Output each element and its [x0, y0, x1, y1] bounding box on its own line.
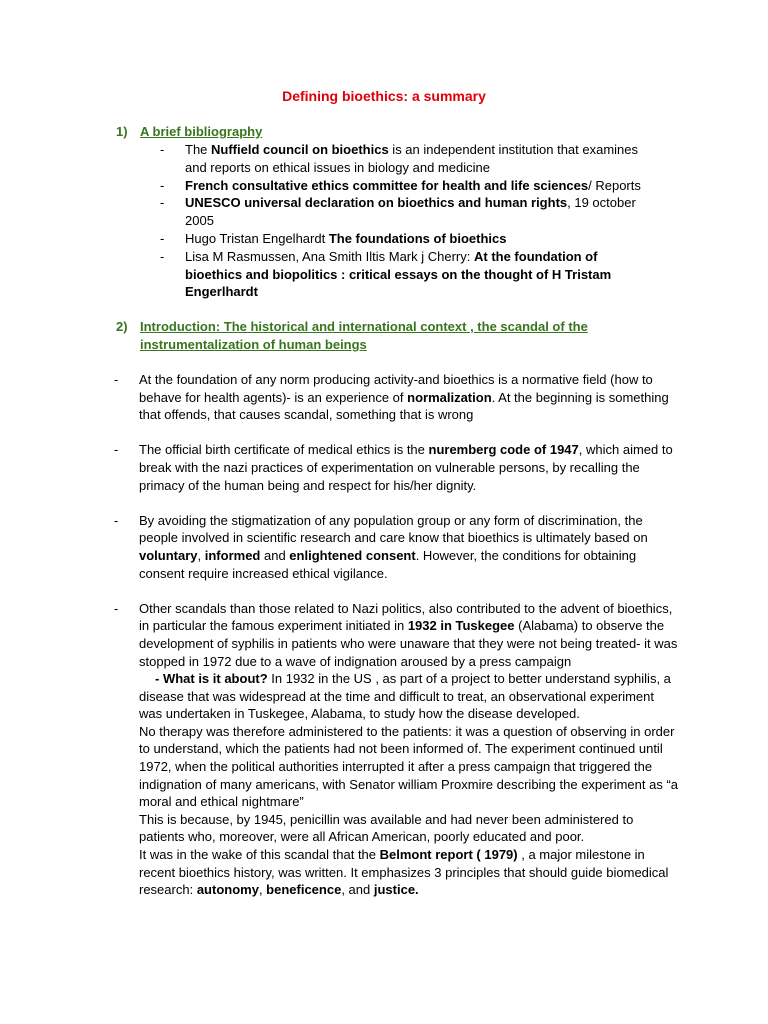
section-title: A brief bibliography [140, 124, 263, 139]
section-title: Introduction: The historical and international context , the scandal of the instrumentalization of human beings [140, 319, 588, 352]
bibliography-item: - UNESCO universal declaration on bioethics and human rights, 19 october 2005 [160, 195, 636, 229]
bibliography-item: - Lisa M Rasmussen, Ana Smith Iltis Mark j Cherry: At the foundation of bioethics and biopolitics : critical essays on the thought of H Tristam Engerlhardt [160, 248, 612, 300]
sub-paragraph: It was in the wake of this scandal that the Belmont report ( 1979) , a major milestone in recent bioethics history, was written. It emphasizes 3 principles that should guide biomedical research: autonomy, beneficence, and justice. [139, 847, 669, 898]
section-number: 2) [116, 319, 128, 334]
sub-paragraph: No therapy was therefore administered to the patients: it was a question of observing in order to understand, which the patients had not been informed of. The experiment continued until 1972, when the political authorities interrupted it after a press campaign that triggered the indignation of many americans, with Senator william Proxmire describing the experiment as “a moral and ethical nightmare” [139, 723, 679, 810]
sub-paragraph: This is because, by 1945, penicillin was available and had never been administered to patients who, moreover, were all African American, poorly educated and poor. [139, 811, 634, 845]
bibliography-item: - The Nuffield council on bioethics is an independent institution that examines and reports on ethical issues in biology and medicine [160, 142, 639, 175]
bibliography-item: - Hugo Tristan Engelhardt The foundations of bioethics [160, 230, 507, 246]
paragraph: - At the foundation of any norm producing activity-and bioethics is a normative field (how to behave for health agents)- is an experience of normalization. At the beginning is something that offends, that causes scandal, something that is wrong [114, 372, 669, 423]
bibliography-item: - French consultative ethics committee for health and life sciences/ Reports [160, 177, 641, 193]
paragraph: - Other scandals than those related to Nazi politics, also contributed to the advent of bioethics, in particular the famous experiment initiated in 1932 in Tuskegee (Alabama) to observe the development of syphilis in patients who were unaware that they were not being treated- it was stopped in 1972 due to a wave of indignation aroused by a press campaign [114, 600, 678, 669]
introduction-body [114, 371, 680, 899]
paragraph: - By avoiding the stigmatization of any population group or any form of discrimination, the people involved in scientific research and care know that bioethics is ultimately based on voluntary, informed and enlightened consent. However, the conditions for obtaining consent require increased ethical vigilance. [114, 512, 648, 581]
sub-paragraph: - What is it about? In 1932 in the US , as part of a project to better understand syphilis, a disease that was widespread at the time and difficult to treat, an observational experiment was undertaken in Tuskegee, Alabama, to study how the disease developed. [139, 671, 671, 722]
document-title: Defining bioethics: a summary [282, 88, 486, 104]
paragraph: - The official birth certificate of medical ethics is the nuremberg code of 1947, which aimed to break with the nazi practices of experimentation on vulnerable persons, by recalling the primacy of the human being and respect for his/her dignity. [114, 442, 673, 493]
tuskegee-details [114, 670, 680, 899]
bibliography-list [160, 141, 650, 301]
section-number: 1) [116, 124, 128, 139]
